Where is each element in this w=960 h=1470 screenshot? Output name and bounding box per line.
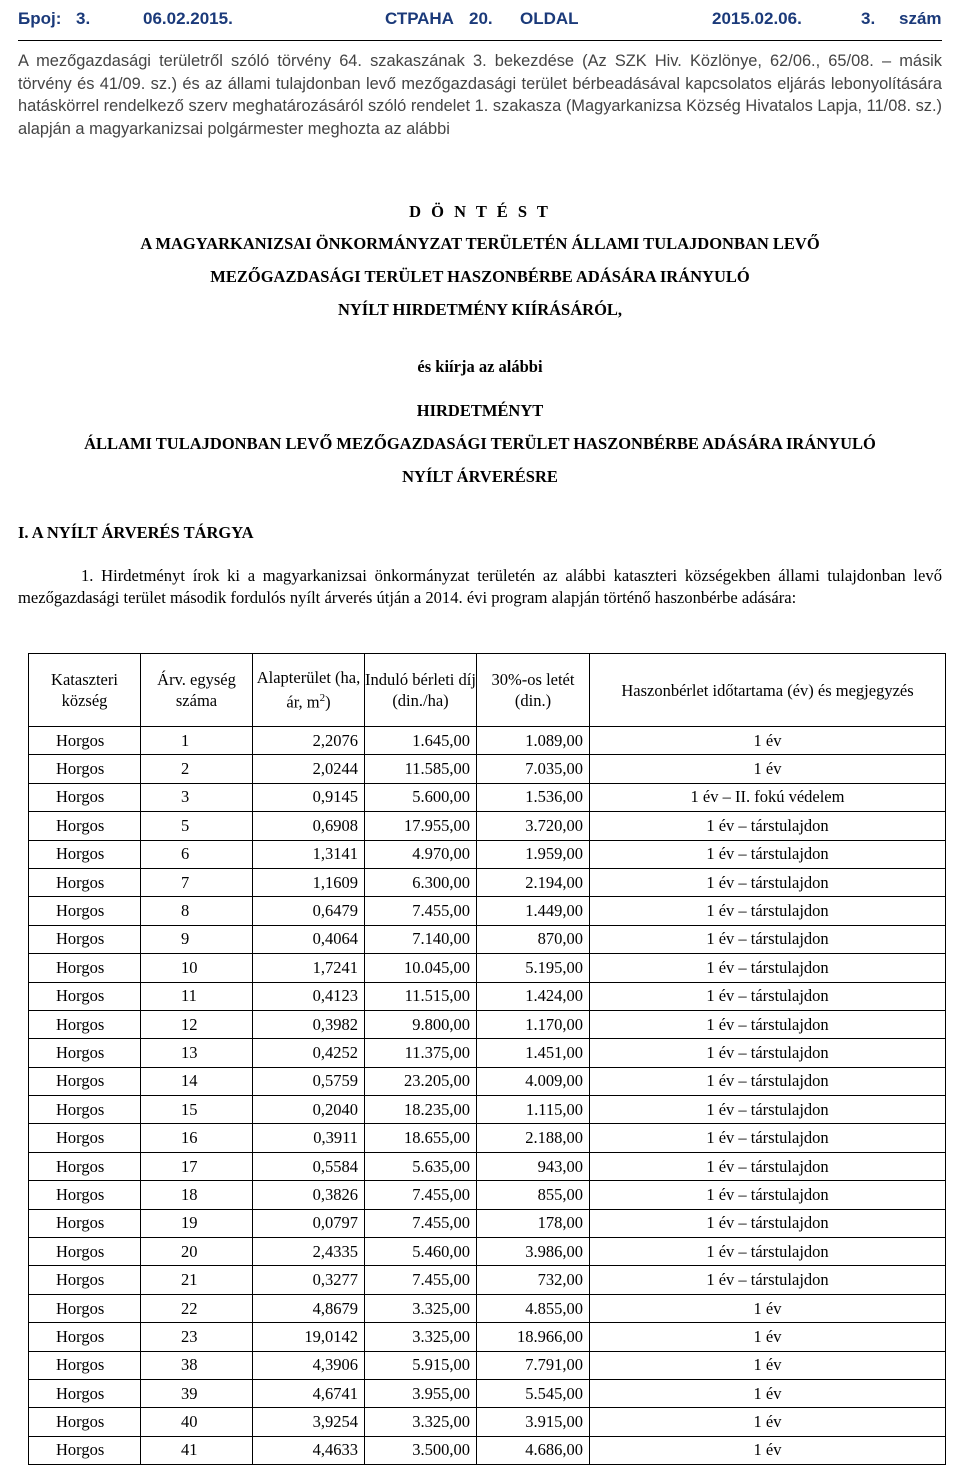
cell-municipality: Horgos: [29, 840, 141, 868]
cell-municipality: Horgos: [29, 1408, 141, 1436]
cell-area: 0,3826: [253, 1181, 365, 1209]
cell-deposit: 18.966,00: [477, 1323, 590, 1351]
table-row: [29, 954, 946, 982]
cell-area: 2,0244: [253, 755, 365, 783]
cell-auction-unit: 20: [141, 1238, 253, 1266]
cell-deposit: 2.188,00: [477, 1124, 590, 1152]
table-row: [29, 897, 946, 925]
table-row: [29, 812, 946, 840]
cell-auction-unit: 38: [141, 1351, 253, 1379]
cell-auction-unit: 15: [141, 1096, 253, 1124]
cell-lease-note: 1 év – társtulajdon: [590, 982, 946, 1010]
table-row: [29, 727, 946, 755]
table-row: [29, 1096, 946, 1124]
cell-area: 2,4335: [253, 1238, 365, 1266]
cell-starting-rent: 7.455,00: [365, 1209, 477, 1237]
table-row: [29, 868, 946, 896]
cell-starting-rent: 5.635,00: [365, 1152, 477, 1180]
cell-starting-rent: 17.955,00: [365, 812, 477, 840]
section-paragraph-text: 1. Hirdetményt írok ki a magyarkanizsai önkormányzat területén az alábbi kataszteri községekben állami tulajdonban levő mezőgazdasági terület második fordulós nyílt árverés útján a 2014. évi program alapján történő haszonbérbe adására:: [18, 566, 942, 608]
cell-municipality: Horgos: [29, 1238, 141, 1266]
table-row: [29, 925, 946, 953]
cell-auction-unit: 9: [141, 925, 253, 953]
cell-lease-note: 1 év – társtulajdon: [590, 868, 946, 896]
cell-deposit: 5.195,00: [477, 954, 590, 982]
cell-lease-note: 1 év – társtulajdon: [590, 1238, 946, 1266]
cell-municipality: Horgos: [29, 1209, 141, 1237]
cell-municipality: Horgos: [29, 1436, 141, 1464]
cell-lease-note: 1 év – társtulajdon: [590, 840, 946, 868]
cell-lease-note: 1 év: [590, 1408, 946, 1436]
cell-deposit: 1.449,00: [477, 897, 590, 925]
announcement-title: HIRDETMÉNYT: [416, 401, 544, 420]
cell-area: 0,5584: [253, 1152, 365, 1180]
cell-municipality: Horgos: [29, 1039, 141, 1067]
table-row: [29, 1379, 946, 1407]
cell-deposit: 5.545,00: [477, 1379, 590, 1407]
section-heading: I. A NYÍLT ÁRVERÉS TÁRGYA: [18, 523, 254, 542]
cell-deposit: 1.536,00: [477, 783, 590, 811]
table-row: [29, 1039, 946, 1067]
cell-lease-note: 1 év – társtulajdon: [590, 812, 946, 840]
cell-lease-note: 1 év – társtulajdon: [590, 925, 946, 953]
cell-municipality: Horgos: [29, 954, 141, 982]
cell-deposit: 3.986,00: [477, 1238, 590, 1266]
header-broj-label: Број:: [18, 9, 62, 28]
parcel-table: [28, 653, 946, 1465]
page-header: [18, 0, 942, 41]
cell-municipality: Horgos: [29, 925, 141, 953]
cell-lease-note: 1 év: [590, 755, 946, 783]
cell-municipality: Horgos: [29, 1181, 141, 1209]
cell-municipality: Horgos: [29, 1379, 141, 1407]
table-row: [29, 840, 946, 868]
cell-deposit: 4.855,00: [477, 1294, 590, 1322]
cell-auction-unit: 3: [141, 783, 253, 811]
intro-paragraph: A mezőgazdasági területről szóló törvény 64. szakaszának 3. bekezdése (Az SZK Hiv. Közlönye, 62/06., 65/08. – másik törvény és 41/09. sz.) és az állami tulajdonban levő mezőgazdasági terület bérbeadásával kapcsolatos eljárás lebonyolítására hatáskörrel rendelkező szerv meghatározásáról szóló rendelet 1. szakasza (Magyarkanizsa Község Hivatalos Lapja, 11/08. sz.) alapján a magyarkanizsai polgármester meghozta az alábbi: [18, 52, 942, 138]
cell-area: 1,3141: [253, 840, 365, 868]
cell-auction-unit: 23: [141, 1323, 253, 1351]
cell-auction-unit: 13: [141, 1039, 253, 1067]
cell-auction-unit: 8: [141, 897, 253, 925]
cell-lease-note: 1 év: [590, 1351, 946, 1379]
cell-deposit: 3.915,00: [477, 1408, 590, 1436]
cell-starting-rent: 7.455,00: [365, 1266, 477, 1294]
table-row: [29, 1408, 946, 1436]
cell-auction-unit: 40: [141, 1408, 253, 1436]
cell-municipality: Horgos: [29, 812, 141, 840]
table-row: [29, 1266, 946, 1294]
header-area: Alapterület (ha, ár, $m^2$): [253, 654, 365, 727]
cell-starting-rent: 4.970,00: [365, 840, 477, 868]
cell-auction-unit: 21: [141, 1266, 253, 1294]
table-row: [29, 783, 946, 811]
cell-lease-note: 1 év – társtulajdon: [590, 1181, 946, 1209]
cell-municipality: Horgos: [29, 1351, 141, 1379]
cell-area: 0,5759: [253, 1067, 365, 1095]
cell-starting-rent: 5.600,00: [365, 783, 477, 811]
table-row: [29, 1294, 946, 1322]
cell-auction-unit: 11: [141, 982, 253, 1010]
cell-starting-rent: 23.205,00: [365, 1067, 477, 1095]
cell-deposit: 2.194,00: [477, 868, 590, 896]
cell-auction-unit: 7: [141, 868, 253, 896]
cell-deposit: 1.170,00: [477, 1010, 590, 1038]
header-lease-duration: Haszonbérlet időtartama (év) és megjegyzés: [590, 654, 946, 727]
cell-municipality: Horgos: [29, 755, 141, 783]
header-cadastral-municipality: Kataszteri község: [29, 654, 141, 727]
cell-auction-unit: 2: [141, 755, 253, 783]
cell-municipality: Horgos: [29, 982, 141, 1010]
cell-deposit: 7.035,00: [477, 755, 590, 783]
cell-starting-rent: 1.645,00: [365, 727, 477, 755]
cell-deposit: 1.115,00: [477, 1096, 590, 1124]
cell-area: 3,9254: [253, 1408, 365, 1436]
cell-auction-unit: 19: [141, 1209, 253, 1237]
table-row: [29, 1238, 946, 1266]
cell-area: 0,3982: [253, 1010, 365, 1038]
table-row: [29, 1152, 946, 1180]
cell-starting-rent: 18.655,00: [365, 1124, 477, 1152]
cell-starting-rent: 11.375,00: [365, 1039, 477, 1067]
table-row: [29, 1323, 946, 1351]
cell-municipality: Horgos: [29, 897, 141, 925]
cell-auction-unit: 16: [141, 1124, 253, 1152]
cell-starting-rent: 11.585,00: [365, 755, 477, 783]
cell-starting-rent: 9.800,00: [365, 1010, 477, 1038]
cell-starting-rent: 18.235,00: [365, 1096, 477, 1124]
announcement-line: és kiírja az alábbi: [417, 357, 543, 376]
table-row: [29, 982, 946, 1010]
cell-area: 0,4123: [253, 982, 365, 1010]
cell-municipality: Horgos: [29, 1323, 141, 1351]
cell-starting-rent: 5.460,00: [365, 1238, 477, 1266]
cell-deposit: 1.089,00: [477, 727, 590, 755]
cell-lease-note: 1 év – társtulajdon: [590, 897, 946, 925]
cell-area: 4,3906: [253, 1351, 365, 1379]
cell-deposit: 1.959,00: [477, 840, 590, 868]
cell-deposit: 3.720,00: [477, 812, 590, 840]
header-auction-unit: Árv. egység száma: [141, 654, 253, 727]
cell-area: 0,6908: [253, 812, 365, 840]
table-row: [29, 1209, 946, 1237]
table-row: [29, 755, 946, 783]
cell-municipality: Horgos: [29, 1152, 141, 1180]
cell-starting-rent: 10.045,00: [365, 954, 477, 982]
title-line-1: A MAGYARKANIZSAI ÖNKORMÁNYZAT TERÜLETÉN ÁLLAMI TULAJDONBAN LEVŐ: [140, 234, 820, 253]
cell-auction-unit: 41: [141, 1436, 253, 1464]
header-strana-label: СТРАНА: [385, 9, 454, 28]
cell-starting-rent: 11.515,00: [365, 982, 477, 1010]
cell-auction-unit: 22: [141, 1294, 253, 1322]
cell-deposit: 943,00: [477, 1152, 590, 1180]
cell-auction-unit: 17: [141, 1152, 253, 1180]
cell-deposit: 855,00: [477, 1181, 590, 1209]
cell-area: 0,2040: [253, 1096, 365, 1124]
cell-auction-unit: 6: [141, 840, 253, 868]
table-row: [29, 1181, 946, 1209]
cell-area: 0,6479: [253, 897, 365, 925]
cell-lease-note: 1 év – társtulajdon: [590, 1039, 946, 1067]
title-line-2: MEZŐGAZDASÁGI TERÜLET HASZONBÉRBE ADÁSÁRA IRÁNYULÓ: [210, 267, 750, 286]
cell-lease-note: 1 év: [590, 1294, 946, 1322]
cell-starting-rent: 6.300,00: [365, 868, 477, 896]
cell-starting-rent: 3.500,00: [365, 1436, 477, 1464]
table-row: [29, 1067, 946, 1095]
cell-area: 0,9145: [253, 783, 365, 811]
cell-starting-rent: 7.455,00: [365, 1181, 477, 1209]
cell-area: 1,1609: [253, 868, 365, 896]
cell-starting-rent: 7.140,00: [365, 925, 477, 953]
cell-deposit: 7.791,00: [477, 1351, 590, 1379]
cell-municipality: Horgos: [29, 783, 141, 811]
cell-deposit: 1.424,00: [477, 982, 590, 1010]
cell-lease-note: 1 év: [590, 727, 946, 755]
cell-auction-unit: 12: [141, 1010, 253, 1038]
cell-lease-note: 1 év: [590, 1436, 946, 1464]
cell-deposit: 4.686,00: [477, 1436, 590, 1464]
header-page-number: 20.: [469, 9, 493, 28]
title-line-4: ÁLLAMI TULAJDONBAN LEVŐ MEZŐGAZDASÁGI TERÜLET HASZONBÉRBE ADÁSÁRA IRÁNYULÓ: [84, 434, 876, 453]
cell-starting-rent: 3.325,00: [365, 1408, 477, 1436]
cell-municipality: Horgos: [29, 1010, 141, 1038]
cell-starting-rent: 7.455,00: [365, 897, 477, 925]
section-paragraph: [18, 565, 942, 610]
cell-auction-unit: 1: [141, 727, 253, 755]
cell-municipality: Horgos: [29, 727, 141, 755]
cell-municipality: Horgos: [29, 1067, 141, 1095]
cell-auction-unit: 14: [141, 1067, 253, 1095]
cell-area: 19,0142: [253, 1323, 365, 1351]
cell-auction-unit: 39: [141, 1379, 253, 1407]
table-header-row: [29, 654, 946, 727]
cell-starting-rent: 3.955,00: [365, 1379, 477, 1407]
header-date-sr: 06.02.2015.: [143, 9, 233, 28]
cell-deposit: 1.451,00: [477, 1039, 590, 1067]
cell-auction-unit: 10: [141, 954, 253, 982]
cell-lease-note: 1 év – társtulajdon: [590, 954, 946, 982]
cell-municipality: Horgos: [29, 1124, 141, 1152]
cell-lease-note: 1 év – társtulajdon: [590, 1266, 946, 1294]
table-row: [29, 1351, 946, 1379]
cell-lease-note: 1 év – társtulajdon: [590, 1010, 946, 1038]
cell-lease-note: 1 év – társtulajdon: [590, 1152, 946, 1180]
cell-starting-rent: 3.325,00: [365, 1323, 477, 1351]
title-line-5: NYÍLT ÁRVERÉSRE: [402, 467, 558, 486]
cell-starting-rent: 5.915,00: [365, 1351, 477, 1379]
cell-area: 4,8679: [253, 1294, 365, 1322]
cell-municipality: Horgos: [29, 1266, 141, 1294]
cell-deposit: 178,00: [477, 1209, 590, 1237]
cell-area: 0,0797: [253, 1209, 365, 1237]
header-date-hu: 2015.02.06.: [712, 9, 802, 28]
cell-starting-rent: 3.325,00: [365, 1294, 477, 1322]
table-row: [29, 1436, 946, 1464]
cell-lease-note: 1 év – társtulajdon: [590, 1067, 946, 1095]
cell-area: 0,3277: [253, 1266, 365, 1294]
header-szam-label: szám: [899, 9, 942, 28]
cell-area: 1,7241: [253, 954, 365, 982]
table-row: [29, 1124, 946, 1152]
header-deposit: 30%-os letét (din.): [477, 654, 590, 727]
header-szam: 3.: [861, 9, 876, 28]
cell-lease-note: 1 év – társtulajdon: [590, 1096, 946, 1124]
cell-lease-note: 1 év – társtulajdon: [590, 1209, 946, 1237]
cell-lease-note: 1 év: [590, 1323, 946, 1351]
header-broj: 3.: [76, 9, 91, 28]
cell-area: 4,6741: [253, 1379, 365, 1407]
cell-deposit: 732,00: [477, 1266, 590, 1294]
cell-municipality: Horgos: [29, 1096, 141, 1124]
cell-municipality: Horgos: [29, 1294, 141, 1322]
cell-deposit: 4.009,00: [477, 1067, 590, 1095]
cell-auction-unit: 5: [141, 812, 253, 840]
cell-area: 0,3911: [253, 1124, 365, 1152]
cell-lease-note: 1 év – társtulajdon: [590, 1124, 946, 1152]
cell-area: 0,4064: [253, 925, 365, 953]
cell-area: 4,4633: [253, 1436, 365, 1464]
cell-deposit: 870,00: [477, 925, 590, 953]
cell-area: 0,4252: [253, 1039, 365, 1067]
cell-lease-note: 1 év: [590, 1379, 946, 1407]
title-line-3: NYÍLT HIRDETMÉNY KIÍRÁSÁRÓL,: [337, 300, 623, 319]
decision-title: D Ö N T É S T: [409, 202, 551, 221]
header-starting-rent: Induló bérleti díj (din./ha): [365, 654, 477, 727]
cell-area: 2,2076: [253, 727, 365, 755]
cell-municipality: Horgos: [29, 868, 141, 896]
cell-auction-unit: 18: [141, 1181, 253, 1209]
cell-lease-note: 1 év – II. fokú védelem: [590, 783, 946, 811]
header-oldal-label: OLDAL: [520, 9, 579, 28]
table-row: [29, 1010, 946, 1038]
